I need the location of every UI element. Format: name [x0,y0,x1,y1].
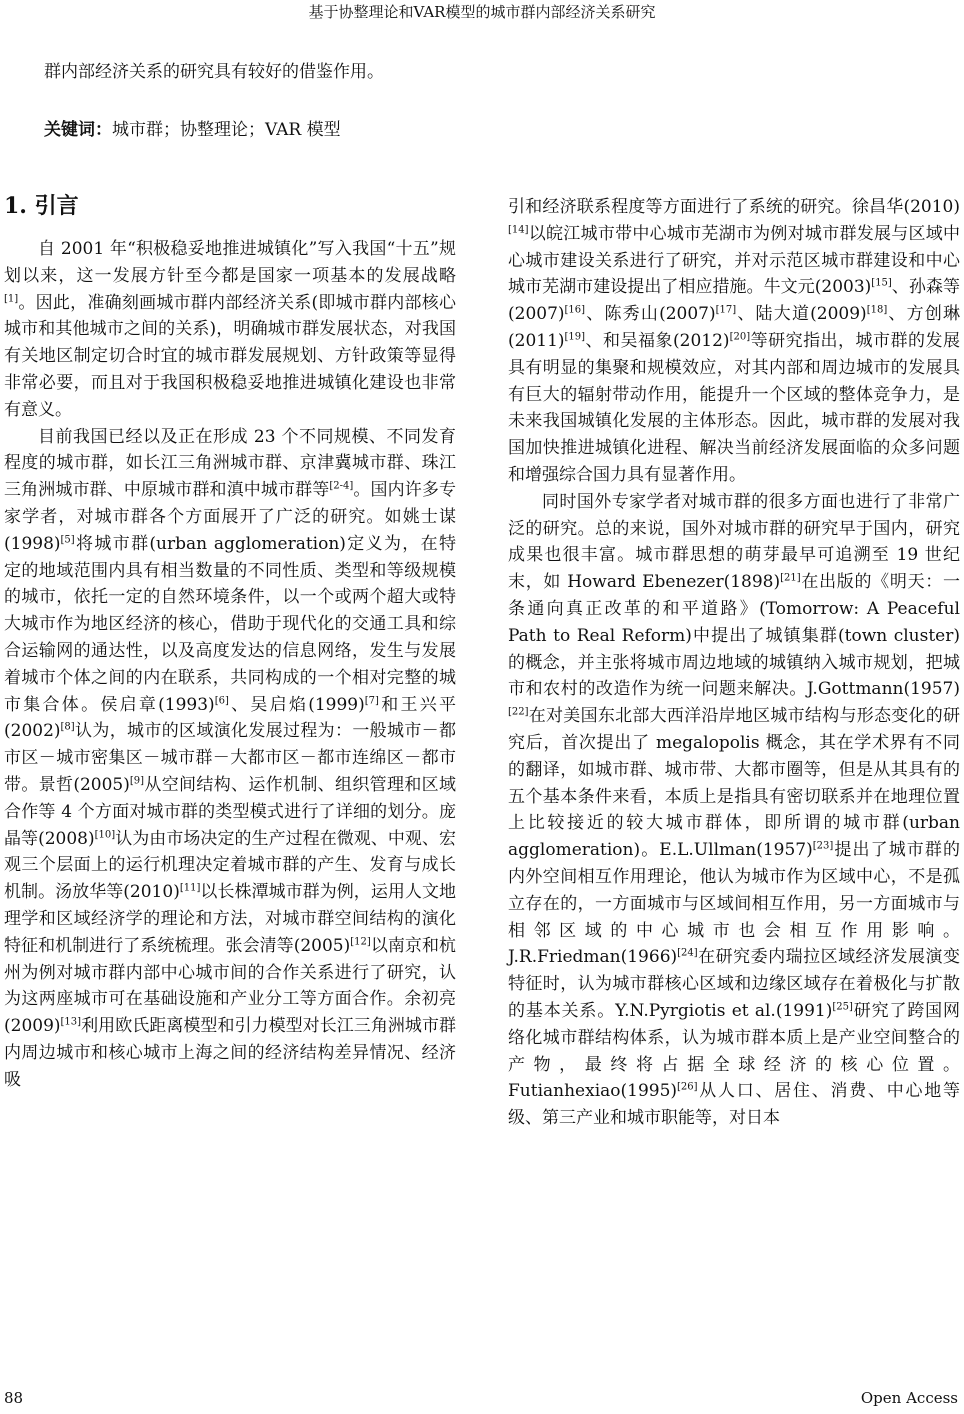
citation-marker: [21] [780,572,801,584]
paragraph: 引和经济联系程度等方面进行了系统的研究。徐昌华(2010)[14]以皖江城市带中心城市芜湖市为例对城市群发展与区域中心城市建设关系进行了研究，并对示范区城市群建设和中心城市芜湖市建设提出了相应措施。牛文元(2003)[15]、孙森等(2007)[16]、陈秀山(2007)[17]、陆大道(2009)[18]、方创琳(2011)[19]、和吴福象(2012)[20]等研究指出，城市群的发展具有明显的集聚和规模效应，对其内部和周边城市的发展具有巨大的辐射带动作用，能提升一个区域的整体竞争力，是未来我国城镇化发展的主体形态。因此，城市群的发展对我国加快推进城镇化进程、解决当前经济发展面临的众多问题和增强综合国力具有显著作用。 [508,197,961,485]
citation-marker: [7] [364,694,379,706]
keywords [44,118,341,142]
citation-marker: [9] [129,775,145,787]
citation-marker: [24] [677,947,698,959]
citation-marker: [17] [715,304,737,316]
citation-marker: [11] [179,882,201,894]
page-number: 88 [4,1389,24,1407]
paragraph: 自 2001 年“积极稳妥地推进城镇化”写入我国“十五”规划以来，这一发展方针至今都是国家一项基本的发展战略[1]。因此，准确刻画城市群内部经济关系(即城市群内部核心城市和其他城市之间的关系)，明确城市群发展状态，对我国有关地区制定切合时宜的城市群发展规划、方针政策等显得非常必要，而且对于我国积极稳妥地推进城镇化建设也非常有意义。 [4,239,456,420]
paragraph: 同时国外专家学者对城市群的很多方面也进行了非常广泛的研究。总的来说，国外对城市群的研究早于国内，研究成果也很丰富。城市群思想的萌芽最早可追溯至 19 世纪末，如 Howard Ebenezer(1898)[21]在出版的《明天：一条通向真正改革的和平道路》(Tomorrow: A Peaceful Path to Real Reform)中提出了城镇集群(town cluster)的概念，并主张将城市周边地域的城镇纳入城市规划，把城市和农村的改造作为统一问题来解决。J.Gottmann(1957)[22]在对美国东北部大西洋沿岸地区城市结构与形态变化的研究后，首次提出了 megalopolis 概念，其在学术界有不同的翻译，如城市群、城市带、大都市圈等，但是从其具有的五个基本条件来看，本质上是指具有密切联系并在地理位置上比较接近的较大城市群体，即所谓的城市群(urban agglomeration)。E.L.Ullman(1957)[23]提出了城市群的内外空间相互作用理论，他认为城市作为区域中心，不是孤立存在的，一方面城市与区域间相互作用，另一方面城市与相邻区域的中心城市也会相互作用影响。J.R.Friedman(1966)[24]在研究委内瑞拉区域经济发展演变特征时，认为城市群核心区域和边缘区域存在着极化与扩散的基本关系。Y.N.Pyrgiotis et al.(1991)[25]研究了跨国网络化城市群结构体系，认为城市群本质上是产业空间整合的产物，最终将占据全球经济的核心位置。Futianhexiao(1995)[26]从人口、居住、消费、中心地等级、第三产业和城市职能等，对日本 [508,491,960,1129]
running-header: 基于协整理论和VAR模型的城市群内部经济关系研究 [308,3,656,21]
citation-marker: [10] [94,828,116,840]
citation-marker: [18] [866,304,888,316]
citation-marker: [25] [832,1001,853,1013]
citation-marker: [6] [214,694,229,706]
citation-marker: [22] [508,706,529,718]
paragraph: 目前我国已经以及正在形成 23 个不同规模、不同发育程度的城市群，如长江三角洲城市群、京津冀城市群、珠江三角洲城市群、中原城市群和滇中城市群等[2-4]。国内许多专家学者，对城市群各个方面展开了广泛的研究。如姚士谋(1998)[5]将城市群(urban agglomeration)定义为，在特定的地域范围内具有相当数量的不同性质、类型和等级规模的城市，依托一定的自然环境条件，以一个或两个超大或特大城市作为地区经济的核心，借助于现代化的交通工具和综合运输网的通达性，以及高度发达的信息网络，发生与发展着城市个体之间的内在联系，共同构成的一个相对完整的城市集合体。侯启章(1993)[6]、吴启焰(1999)[7]和王兴平(2002)[8]认为，城市的区域演化发展过程为：一般城市－都市区－城市密集区－城市群－大都市区－都市连绵区－都市带。景哲(2005)[9]从空间结构、运作机制、组织管理和区域合作等 4 个方面对城市群的类型模式进行了详细的划分。庞晶等(2008)[10]认为由市场决定的生产过程在微观、中观、宏观三个层面上的运行机理决定着城市群的产生、发育与成长机制。汤放华等(2010)[11]以长株潭城市群为例，运用人文地理学和区域经济学的理论和方法，对城市群空间结构的演化特征和机制进行了系统梳理。张会清等(2005)[12]以南京和杭州为例对城市群内部中心城市间的合作关系进行了研究，认为这两座城市可在基础设施和产业分工等方面合作。余初亮(2009)[13]利用欧氏距离模型和引力模型对长江三角洲城市群内周边城市和核心城市上海之间的经济结构差异情况、经济吸 [4,426,457,1090]
publisher-label: Open Access [860,1389,958,1407]
section-title: 1. 引言 [4,193,79,219]
citation-marker: [5] [60,534,75,546]
citation-marker: [16] [564,304,586,316]
citation-marker: [19] [564,331,586,343]
intro-text: 群内部经济关系的研究具有较好的借鉴作用。 [44,62,384,82]
citation-marker: [12] [350,936,371,948]
citation-marker: [8] [60,721,75,733]
citation-marker: [20] [729,331,751,343]
left-column [4,236,456,1094]
citation-marker: [13] [60,1016,82,1028]
citation-marker: [2-4] [329,480,354,492]
citation-marker: [23] [812,840,834,852]
citation-marker: [15] [871,277,892,289]
citation-marker: [1] [4,292,19,304]
right-column [508,194,960,1132]
citation-marker: [26] [677,1081,698,1093]
keywords-label: 关键词： [44,120,112,140]
keywords-text: 城市群；协整理论；VAR 模型 [112,120,341,140]
citation-marker: [14] [508,224,529,236]
